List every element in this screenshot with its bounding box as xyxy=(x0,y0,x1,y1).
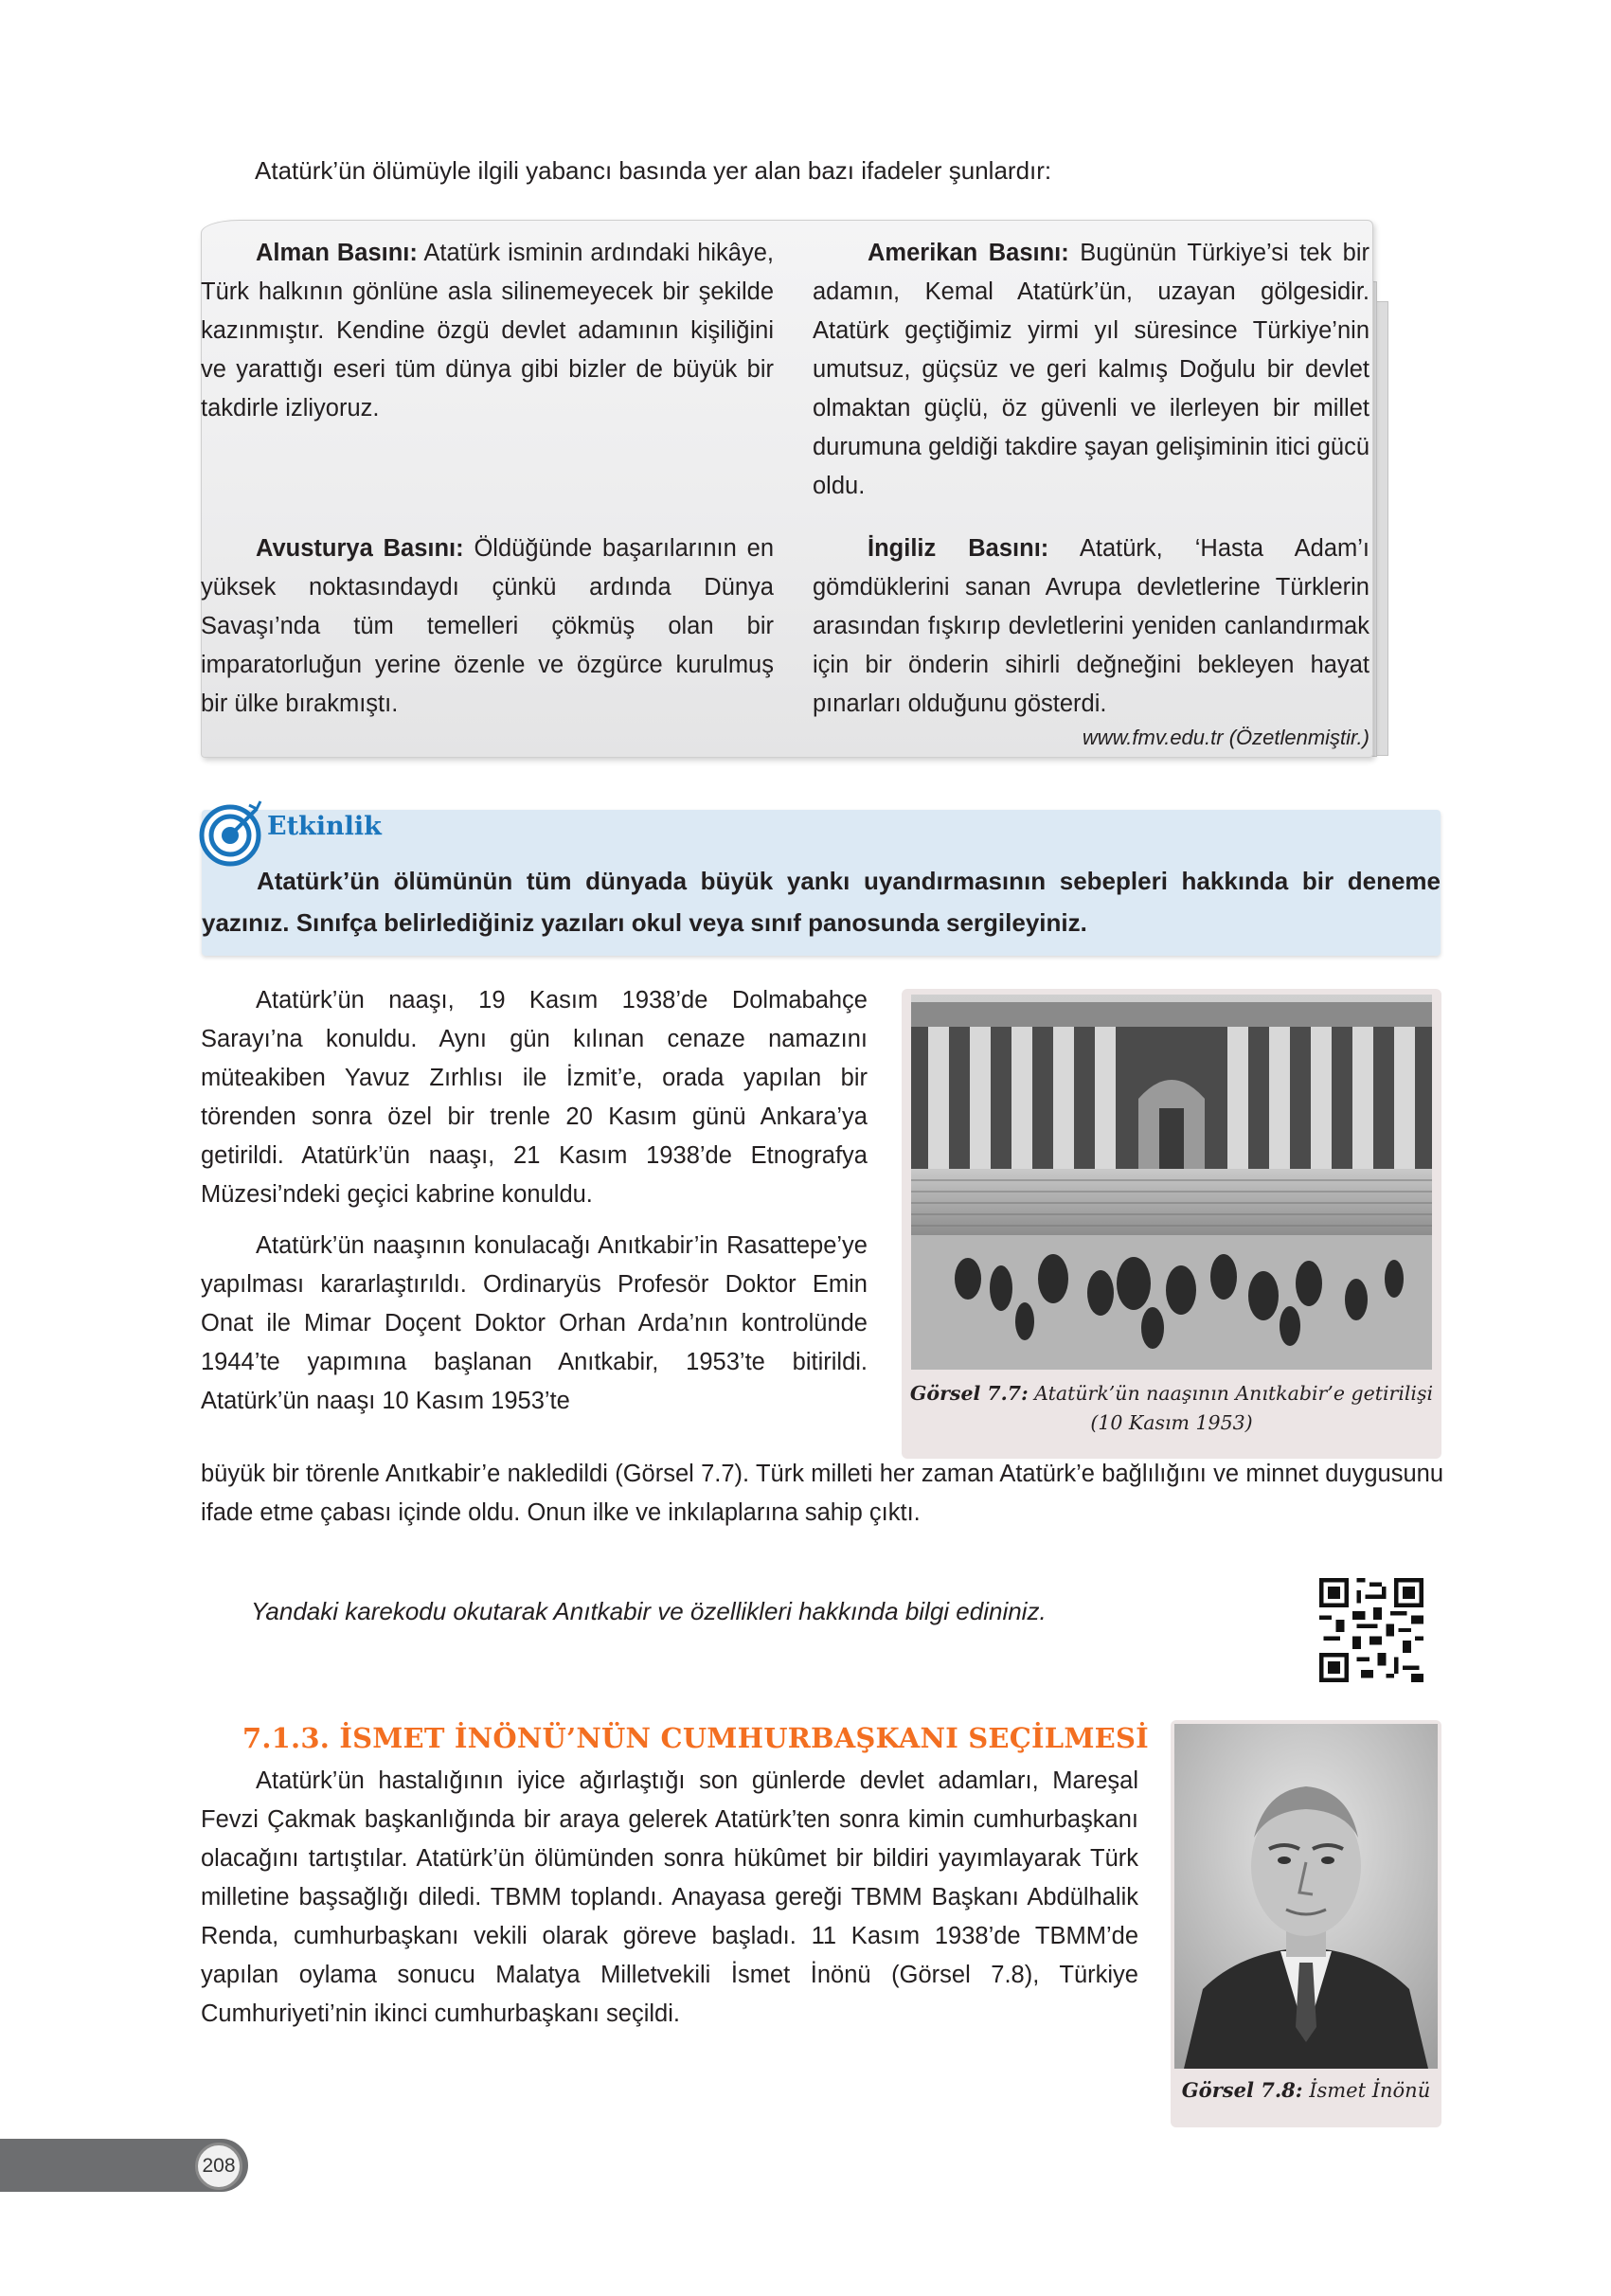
section-body: Atatürk’ün hastalığının iyice ağırlaştığı son günlerde devlet adamları, Mareşal Fevzi Çakmak başkanlığında bir araya gelerek Atatürk’ten sonra kimin cumhurbaşkanı olacağını tartıştılar. Atatürk’ün ölümünden sonra hükûmet bir bildiri yayımlayarak Türk milletine başsağlığı diledi. TBMM toplandı. Anayasa gereği TBMM Başkanı Abdülhalik Renda, cumhurbaşkanı vekili olarak göreve başladı. 11 Kasım 1938’de TBMM’de yapılan oylama sonucu Malatya Milletvekili İsmet İnönü (Görsel 7.8), Türkiye Cumhuriyeti’nin ikinci cumhurbaşkanı seçildi. xyxy=(201,1767,1138,2027)
body-paragraph-1: Atatürk’ün naaşı, 19 Kasım 1938’de Dolmabahçe Sarayı’na konuldu. Aynı gün kılınan cenaze namazını müteakiben Yavuz Zırhlısı ile İzmit’e, orada yapılan bir törenden sonra özel bir trenle 20 Kasım günü Ankara’ya getirildi. Atatürk’ün naaşı, 21 Kasım 1938’de Etnografya Müzesi’ndeki geçici kabrine konuldu. xyxy=(201,987,868,1208)
qr-instruction: Yandaki karekodu okutarak Anıtkabir ve özellikleri hakkında bilgi edininiz. xyxy=(251,1597,1047,1625)
target-icon xyxy=(194,794,270,870)
qr-code-icon[interactable] xyxy=(1319,1578,1423,1682)
body-column xyxy=(201,981,868,1421)
figure-7-8-caption xyxy=(1171,2078,1441,2102)
press-alman xyxy=(201,234,774,428)
press-text: Atatürk isminin ardındaki hikâye, Türk halkının gönlüne asla silinemeyecek bir şekilde kazınmıştır. Kendine özgü devlet adamının kişiliğini ve yarattığı eseri tüm dünya gibi bizler de büyük bir takdirle izliyoruz. xyxy=(201,240,774,422)
section-title: 7.1.3. İSMET İNÖNÜ’NÜN CUMHURBAŞKANI SEÇİLMESİ xyxy=(242,1722,1149,1754)
caption-text: İsmet İnönü xyxy=(1302,2079,1431,2102)
body-paragraph-2-continued: büyük bir törenle Anıtkabir’e nakledildi (Görsel 7.7). Türk milleti her zaman Atatürk’e bağlılığını ve minnet duygusunu ifade etme çabası içinde oldu. Onun ilke ve inkılaplarına sahip çıktı. xyxy=(201,1461,1443,1526)
press-label: Avusturya Basını: xyxy=(256,535,464,562)
press-label: Amerikan Basını: xyxy=(868,240,1069,266)
caption-label: Görsel 7.7: xyxy=(909,1382,1029,1405)
body-paragraph-2: Atatürk’ün naaşının konulacağı Anıtkabir’in Rasattepe’ye yapılması kararlaştırıldı. Ordinaryüs Profesör Doktor Emin Onat ile Mimar Doçent Doktor Orhan Arda’nın kontrolünde 1944’te yapımına başlanan Anıtkabir, 1953’te bitirildi. Atatürk’ün naaşı 10 Kasım 1953’te xyxy=(201,1232,868,1414)
activity-instruction: Atatürk’ün ölümünün tüm dünyada büyük yankı uyandırmasının sebepleri hakkında bir deneme yazınız. Sınıfça belirlediğiniz yazıları okul veya sınıf panosunda sergileyiniz. xyxy=(202,867,1441,937)
activity-title: Etkinlik xyxy=(267,812,382,841)
caption-text: Atatürk’ün naaşının Anıtkabir’e getirilişi xyxy=(1028,1382,1434,1405)
press-avusturya xyxy=(201,529,774,724)
intro-text: Atatürk’ün ölümüyle ilgili yabancı basında yer alan bazı ifadeler şunlardır: xyxy=(255,156,1052,185)
press-ingiliz xyxy=(813,529,1369,724)
page-number: 208 xyxy=(195,2143,242,2190)
caption-date: (10 Kasım 1953) xyxy=(1090,1411,1253,1434)
press-amerikan xyxy=(813,234,1369,506)
anitkabir-photo xyxy=(911,995,1432,1370)
ismet-inonu-portrait xyxy=(1174,1724,1438,2069)
figure-7-7-caption xyxy=(909,1379,1434,1438)
press-text: Öldüğünde başarılarının en yüksek noktasındaydı çünkü ardında Dünya Savaşı’nda tüm temelleri çökmüş olan bir imparatorluğun yerine özenle ve özgürce kurulmuş bir ülke bırakmıştı. xyxy=(201,535,774,717)
caption-label: Görsel 7.8: xyxy=(1181,2078,1303,2102)
press-text: Atatürk, ‘Hasta Adam’ı gömdüklerini sanan Avrupa devletlerine Türklerin arasından fışkırıp devletlerini yeniden canlandırmak için bir önderin sihirli değneğini bekleyen hayat pınarları olduğunu gösterdi. xyxy=(813,535,1370,717)
press-label: İngiliz Basını: xyxy=(868,535,1049,562)
activity-text xyxy=(202,860,1441,943)
press-source: www.fmv.edu.tr (Özetlenmiştir.) xyxy=(1082,726,1369,749)
press-label: Alman Basını: xyxy=(256,240,418,266)
press-text: Bugünün Türkiye’si tek bir adamın, Kemal Atatürk’ün, uzayan gölgesidir. Atatürk geçtiğimiz yirmi yıl süresince Türkiye’nin umutsuz, güçsüz ve geri kalmış Doğulu bir devlet olmaktan güçlü, öz güvenli ve ilerleyen bir millet durumuna geldiği takdire şayan gelişiminin itici gücü oldu. xyxy=(813,240,1369,499)
